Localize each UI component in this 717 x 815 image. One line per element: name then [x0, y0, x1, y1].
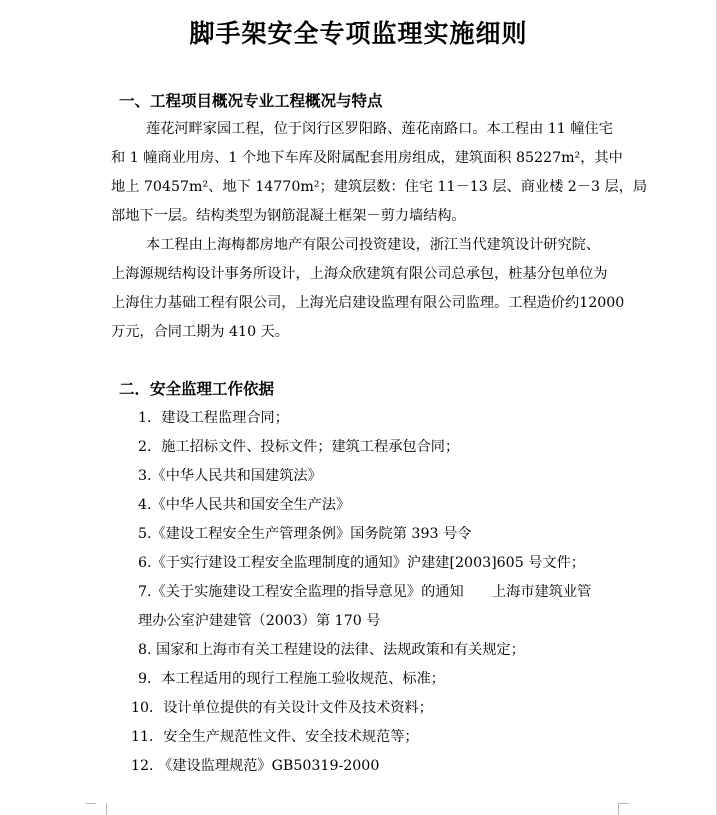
- section-1-line: 上海源规结构设计事务所设计，上海众欣建筑有限公司总承包，桩基分包单位为: [111, 266, 608, 282]
- list-item: 7.《关于实施建设工程安全监理的指导意见》的通知 上海市建筑业管: [138, 584, 592, 600]
- section-1-heading: 一、工程项目概况专业工程概况与特点: [119, 91, 383, 110]
- list-item: 3.《中华人民共和国建筑法》: [138, 468, 322, 484]
- list-item: 12. 《建设监理规范》GB50319-2000: [131, 758, 380, 774]
- page-margin-mark: [618, 803, 629, 815]
- list-item: 6.《于实行建设工程安全监理制度的通知》沪建建[2003]605 号文件；: [138, 555, 585, 571]
- page-margin-mark: [86, 803, 96, 804]
- section-1-line: 地上 70457m²、地下 14770m²；建筑层数：住宅 11－13 层、商业楼 2－3 层，局: [111, 179, 648, 195]
- list-item: 4.《中华人民共和国安全生产法》: [138, 497, 351, 513]
- page-margin-mark: [96, 803, 107, 815]
- section-1-line: 上海住力基础工程有限公司，上海光启建设监理有限公司监理。工程造价约12000: [111, 295, 625, 311]
- list-item-continuation: 理办公室沪建建管（2003）第 170 号: [138, 613, 381, 629]
- section-1-line: 部地下一层。结构类型为钢筋混凝土框架－剪力墙结构。: [111, 208, 466, 224]
- page-margin-mark: [619, 803, 629, 804]
- section-1-line: 万元，合同工期为 410 天。: [111, 324, 289, 340]
- section-1-line: 本工程由上海梅都房地产有限公司投资建设，浙江当代建筑设计研究院、: [146, 237, 601, 253]
- list-item: 5.《建设工程安全生产管理条例》国务院第 393 号令: [138, 526, 472, 542]
- list-item: 10．设计单位提供的有关设计文件及技术资料；: [131, 700, 433, 716]
- section-2-heading: 二．安全监理工作依据: [119, 379, 275, 398]
- list-item: 2．施工招标文件、投标文件；建筑工程承包合同；: [138, 439, 460, 455]
- list-item: 11．安全生产规范性文件、安全技术规范等；: [131, 729, 419, 745]
- section-1-line: 和 1 幢商业用房、1 个地下车库及附属配套用房组成，建筑面积 85227m²，其中: [111, 150, 623, 166]
- section-1-line: 莲花河畔家园工程，位于闵行区罗阳路、莲花南路口。本工程由 11 幢住宅: [146, 121, 613, 137]
- page-title: 脚手架安全专项监理实施细则: [189, 19, 528, 48]
- list-item: 8. 国家和上海市有关工程建设的法律、法规政策和有关规定；: [138, 642, 525, 658]
- list-item: 1．建设工程监理合同；: [138, 410, 289, 426]
- list-item: 9．本工程适用的现行工程施工验收规范、标准；: [138, 671, 445, 687]
